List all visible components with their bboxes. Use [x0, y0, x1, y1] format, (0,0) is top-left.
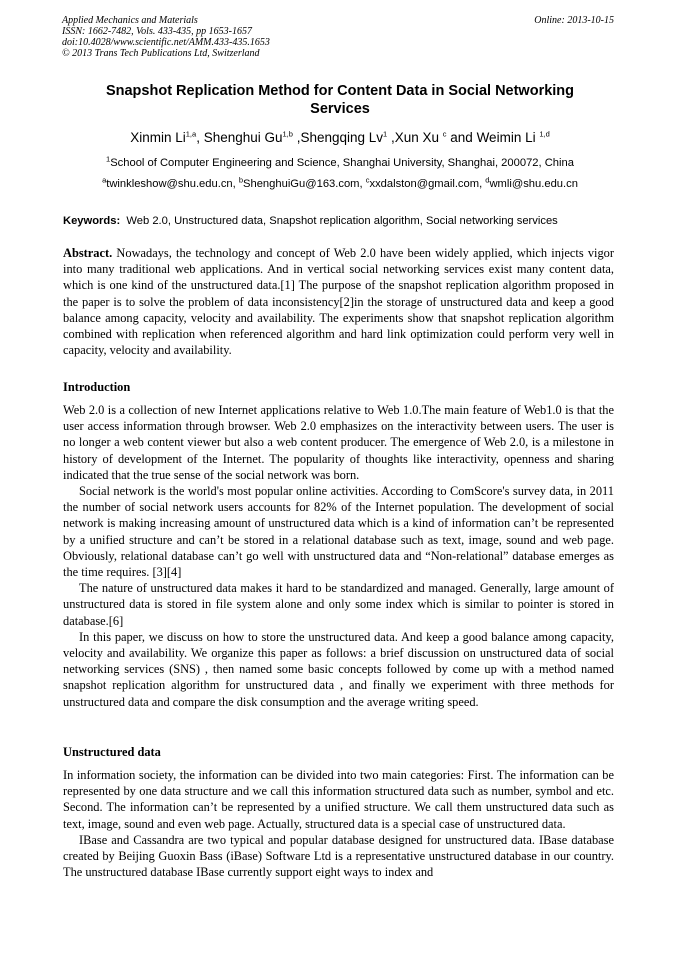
author-sup: 1,a [185, 129, 197, 139]
copyright: © 2013 Trans Tech Publications Ltd, Switzerland [62, 48, 260, 59]
author-sup: 1 [383, 129, 388, 139]
author-sup: 1,b [282, 129, 293, 139]
email-sup: a [102, 175, 107, 185]
paragraph: Social network is the world's most popular online activities. According to ComScore's survey data, in 2011 the number of social network users accounts for 82% of the Internet population. The development of social network is making increasing amount of unstructured data which is a kind of information can’t be represented by a unified structure and can’t be stored in a relational database such as text, image, sound and web page. Obviously, relational database can’t go well with unstructured data and “Non-relational” database emerges as the time requires. [3][4] [63, 484, 614, 580]
keywords-label: Keywords: [63, 215, 121, 227]
paragraph: In this paper, we discuss on how to store the unstructured data. And keep a good balance among capacity, velocity and availability. We organize this paper as follows: a brief discussion on unstructured data of social networking services (SNS) , then named some basic concepts followed by come up with a method named snapshot replication algorithm for unstructured data , and finally we experiment with three methods for unstructured data and compare the disk consumption and the average writing speed. [63, 629, 614, 709]
email-list [40, 177, 640, 191]
author-name: Xinmin Li [130, 130, 186, 145]
paragraph: Web 2.0 is a collection of new Internet applications relative to Web 1.0.The main feature of Web1.0 is that the user access information through browser. Web 2.0 emphasizes on the interactivity between users. The user is no longer a web content viewer but also a web content producer. The emergence of Web 2.0, is a milestone in history of development of the Internet. The popularity of thoughts like interactivity, openness and sharing indicated that the true sense of the social network was born. [63, 403, 614, 482]
author-sup: c [442, 129, 447, 139]
author-name: Weimin Li [476, 130, 540, 145]
abstract-label: Abstract. [63, 246, 113, 260]
section-heading-introduction: Introduction [63, 380, 131, 394]
affiliation [40, 156, 640, 170]
paragraph: The nature of unstructured data makes it hard to be standardized and managed. Generally, large amount of unstructured data is stored in file system alone and only some index which is similar to pointer is stored in database.[6] [63, 581, 614, 628]
abstract [63, 245, 614, 358]
title-line-1: Snapshot Replication Method for Content Data in Social Networking [105, 83, 575, 99]
title-line-2: Services [310, 101, 370, 117]
email: xxdalston@gmail.com, [369, 178, 486, 190]
paragraph: IBase and Cassandra are two typical and popular database designed for unstructured data. IBase database created by Beijing Guoxin Bass (iBase) Software Ltd is a representative unstructured database in our country. The unstructured database IBase currently support eight ways to index and [63, 832, 614, 880]
online-date: Online: 2013-10-15 [534, 15, 614, 26]
issn: ISSN: 1662-7482, Vols. 433-435, pp 1653-1657 [62, 26, 252, 37]
email-sup: d [485, 175, 490, 185]
email-sup: c [365, 175, 370, 185]
journal-name: Applied Mechanics and Materials [62, 15, 198, 26]
author-sep: , [196, 130, 204, 145]
email: ShenghuiGu@163.com, [243, 178, 366, 190]
introduction-section [63, 402, 614, 710]
email: twinkleshow@shu.edu.cn, [106, 178, 239, 190]
email: wmli@shu.edu.cn [489, 178, 578, 190]
author-sup: 1,d [539, 129, 550, 139]
affiliation-text: School of Computer Engineering and Science, Shanghai University, Shanghai, 200072, China [110, 157, 574, 169]
author-name: Shenghui Gu [203, 130, 283, 145]
section-heading-unstructured-data: Unstructured data [63, 745, 161, 759]
author-name: Shengqing Lv [300, 130, 384, 145]
author-sep: , [292, 130, 301, 145]
paper-title [90, 82, 590, 118]
author-name: Xun Xu [394, 130, 443, 145]
doi: doi:10.4028/www.scientific.net/AMM.433-435.1653 [62, 37, 270, 48]
author-sep: , [387, 130, 395, 145]
journal-header [62, 15, 270, 59]
email-sup: b [238, 175, 244, 185]
author-list [40, 129, 640, 147]
keywords-text: Web 2.0, Unstructured data, Snapshot replication algorithm, Social networking services [126, 215, 558, 227]
paragraph: In information society, the information can be divided into two main categories: First. The information can be represented by one data structure and we call this information structured data such as number, symbol and etc. Second. The information can’t be represented by a unified structure. We call them unstructured data such as text, image, sound and even web page. Actually, structured data is a special case of unstructured data. [63, 768, 614, 831]
unstructured-data-section [63, 767, 614, 880]
author-sep: and [446, 130, 477, 145]
abstract-text: Nowadays, the technology and concept of Web 2.0 have been widely applied, which injects vigor into many traditional web applications. And in vertical social networking services exist many content data, which is one kind of the unstructured data.[1] The purpose of the snapshot replication algorithm proposed in the paper is to solve the problem of data inconsistency[2]in the storage of unstructured data and keep a good balance among capacity, velocity and availability. The experiments show that snapshot replication algorithm combined with replication when referenced algorithm and hard link optimization could perform very well in capacity, velocity and availability. [63, 246, 614, 358]
keywords [63, 214, 623, 228]
affiliation-sup: 1 [106, 154, 111, 164]
